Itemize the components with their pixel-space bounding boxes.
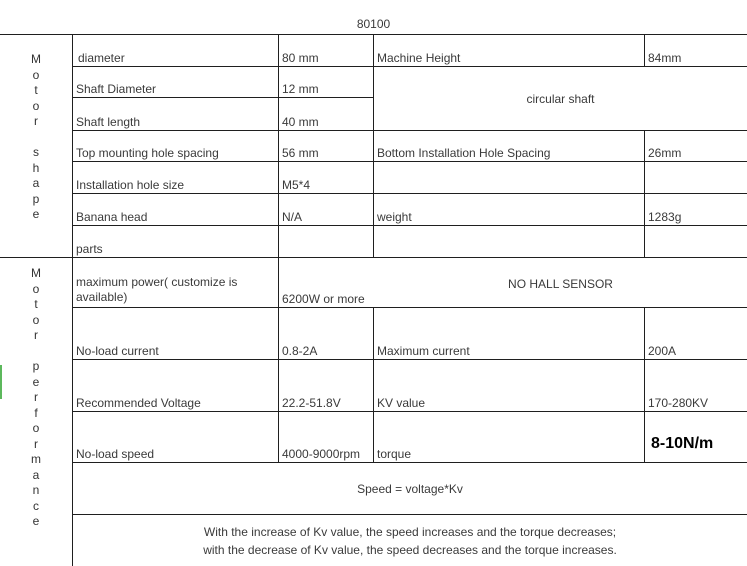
grid-line [72,514,747,515]
shape-letter [0,130,72,146]
performance-letter: o [32,421,40,435]
hall-sensor-note: NO HALL SENSOR [508,277,613,291]
bottom-hole-spacing-value: 26mm [648,146,682,160]
diameter-value: 80 mm [282,51,319,65]
top-hole-spacing-value: 56 mm [282,146,319,160]
shape-letter: e [32,207,40,221]
kv-value-label: KV value [377,396,426,410]
weight-label: weight [377,210,412,224]
recommended-voltage-value: 22.2-51.8V [282,396,341,410]
performance-letter [0,344,72,360]
shaft-note: circular shaft [526,91,595,106]
sheet-title: 80100 [356,17,391,31]
performance-letter: M [31,266,41,280]
top-hole-spacing-label: Top mounting hole spacing [76,146,219,160]
no-load-speed-label: No-load speed [76,447,155,461]
torque-label: torque [377,447,412,461]
performance-letter: r [34,436,38,451]
shape-letter: o [32,98,40,113]
installation-hole-size-value: M5*4 [282,178,311,192]
performance-letter: t [34,297,38,311]
machine-height-label: Machine Height [377,51,461,65]
shaft-diameter-value: 12 mm [282,82,319,96]
performance-letter: r [34,328,38,342]
performance-letter: m [31,452,41,466]
no-load-speed-value: 4000-9000rpm [282,447,361,461]
parts-label: parts [76,242,103,256]
motor-shape-label [0,52,72,257]
recommended-voltage-label: Recommended Voltage [76,396,201,410]
performance-letter: c [33,498,39,513]
no-load-current-label: No-load current [76,344,159,358]
performance-letter: a [32,467,40,482]
shape-letter: a [32,176,40,190]
kv-note-line-1: With the increase of Kv value, the speed increases and the torque decreases; [203,525,617,539]
shape-letter: h [32,160,40,175]
shaft-diameter-label: Shaft Diameter [76,82,157,96]
performance-letter: o [32,281,40,296]
shaft-length-label: Shaft length [76,115,141,129]
banana-head-value: N/A [282,210,303,224]
shape-letter: o [32,67,40,82]
diameter-label: diameter [78,51,125,65]
banana-head-label: Banana head [76,210,148,224]
weight-value: 1283g [648,210,682,224]
kv-value-value: 170-280KV [648,396,709,410]
shape-letter: r [34,114,38,128]
max-current-value: 200A [648,344,677,358]
performance-letter: p [32,359,40,373]
shape-letter: s [33,145,39,159]
torque-value: 8-10N/m [651,435,714,452]
shape-letter: t [34,83,38,97]
max-power-value: 6200W or more [282,292,365,306]
shape-letter: M [31,52,41,66]
kv-note-line-2: with the decrease of Kv value, the speed decreases and the torque increases. [203,543,617,557]
no-load-current-value: 0.8-2A [282,344,318,358]
performance-letter: n [32,483,40,497]
installation-hole-size-label: Installation hole size [76,178,185,192]
bottom-hole-spacing-label: Bottom Installation Hole Spacing [377,146,551,160]
performance-letter: r [34,390,38,404]
performance-letter: f [34,405,38,420]
shaft-length-value: 40 mm [282,115,319,129]
max-current-label: Maximum current [377,344,470,358]
speed-formula: Speed = voltage*Kv [357,481,463,496]
performance-letter: e [32,514,40,528]
shape-letter: p [32,191,40,206]
max-power-label: maximum power( customize is available) [76,275,238,304]
machine-height-value: 84mm [648,51,682,65]
performance-letter: o [32,312,40,327]
performance-letter: e [32,374,40,389]
motor-performance-label [0,266,72,566]
